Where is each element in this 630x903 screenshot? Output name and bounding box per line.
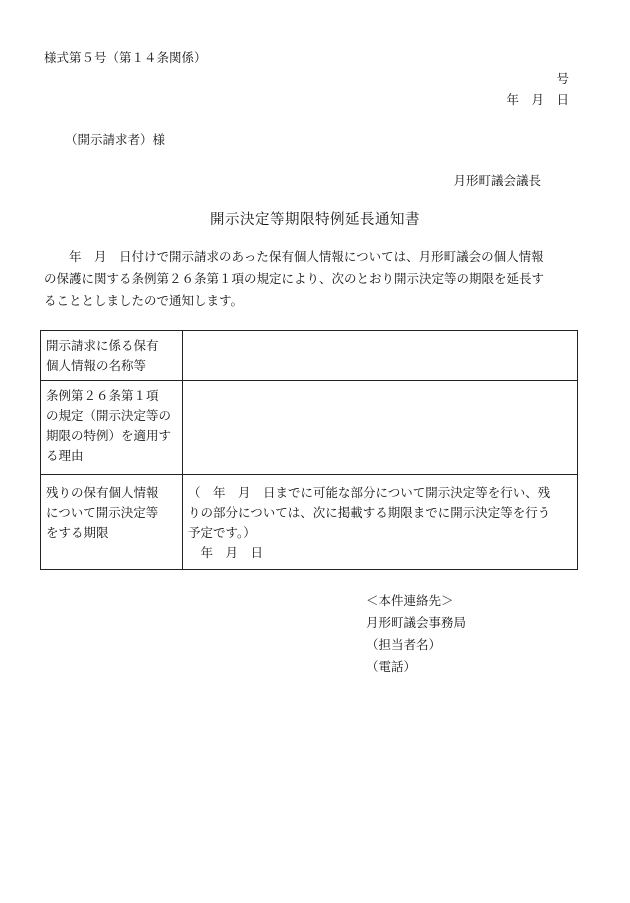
label-line: る理由 [46,448,84,463]
label-line: 残りの保有個人情報 [46,485,159,500]
notice-body [44,246,582,312]
contact-phone: （電話） [366,659,417,674]
label-line: 期限の特例）を適用す [46,428,172,443]
addressee: （開示請求者）様 [65,132,166,147]
document-number: 号 [556,71,569,86]
notice-body-line: 年 月 日付けで開示請求のあった保有個人情報については、月形町議会の個人情報 [44,249,544,264]
table-row [41,381,578,475]
label-line: 個人情報の名称等 [46,358,147,373]
value-line: 予定です。） [188,525,256,540]
issue-date: 年 月 日 [506,92,569,107]
value-line: 年 月 日 [188,545,264,560]
document-title: 開示決定等期限特例延長通知書 [210,212,420,228]
row-value-reason [183,381,578,475]
table-row [41,475,578,570]
row-label-deadline [41,475,183,570]
table-row [41,331,578,381]
contact-heading: ＜本件連絡先＞ [366,593,454,608]
label-line: 条例第２６条第１項 [46,388,159,403]
value-line: （ 年 月 日までに可能な部分について開示決定等を行い、残 [188,485,551,500]
label-line: 開示請求に係る保有 [46,338,159,353]
row-label-info-name [41,331,183,381]
contact-person: （担当者名） [366,637,442,652]
label-line: の規定（開示決定等の [46,408,172,423]
sender-title: 月形町議会議長 [453,173,541,188]
value-line: りの部分については、次に掲載する期限までに開示決定等を行う [188,505,551,520]
row-value-deadline [183,475,578,570]
label-line: について開示決定等 [46,505,159,520]
extension-details-table [40,330,578,570]
notice-body-line: ることとしましたので通知します。 [44,293,244,308]
contact-block [366,590,466,678]
row-value-info-name [183,331,578,381]
form-number: 様式第５号（第１４条関係） [44,50,207,65]
notice-body-line: の保護に関する条例第２６条第１項の規定により、次のとおり開示決定等の期限を延長す [44,271,545,286]
row-label-reason [41,381,183,475]
label-line: をする期限 [46,525,109,540]
contact-office: 月形町議会事務局 [366,615,467,630]
